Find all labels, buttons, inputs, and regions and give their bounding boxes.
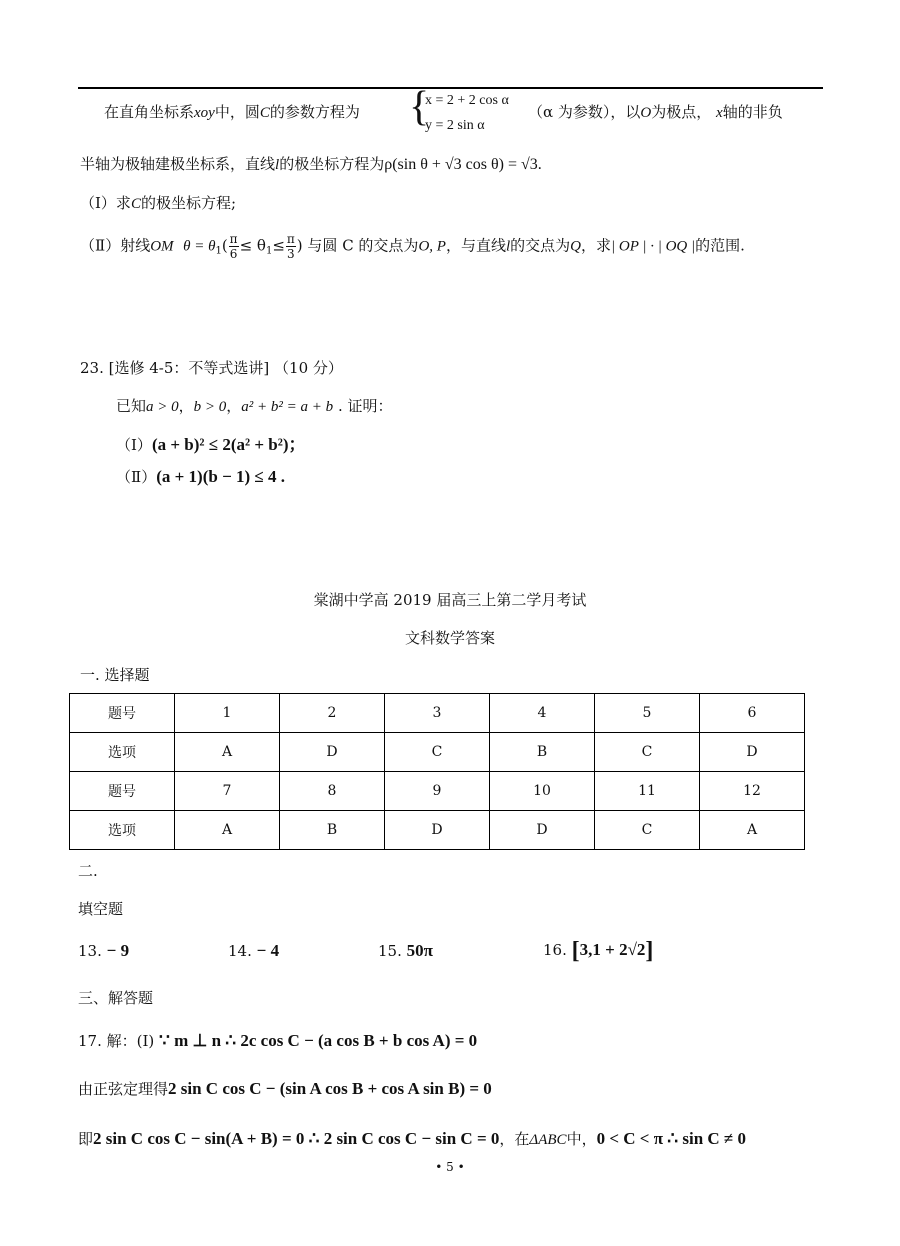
table-cell: 题号 — [70, 694, 175, 733]
q23-given: 已知a > 0，b > 0，a² + b² = a + b . 证明： — [116, 397, 393, 415]
q22-line1-left — [104, 101, 360, 122]
text: （Ⅱ） — [116, 468, 157, 486]
triangle-name: ΔABC — [529, 1132, 567, 1148]
table-cell: 2 — [280, 694, 385, 733]
math-expr: 2 sin C cos C − sin(A + B) = 0 ∴ 2 sin C cos C − sin C = 0 — [93, 1129, 500, 1148]
table-cell: 12 — [700, 772, 805, 811]
fill-16 — [543, 938, 653, 965]
q23-part1 — [116, 430, 306, 455]
numerator: π — [229, 232, 238, 246]
text: （Ⅰ） — [116, 436, 152, 454]
answer-title: 棠湖中学高 2019 届高三上第二学月考试 — [313, 591, 587, 609]
inequality-1: (a + b)² ≤ 2(a² + b²)； — [151, 435, 306, 454]
section-fill: 填空题 — [78, 900, 124, 918]
text: ，与直线 — [445, 236, 506, 255]
subscript: 1 — [215, 245, 222, 257]
denominator: 6 — [229, 247, 238, 261]
table-cell: A — [700, 811, 805, 850]
equation-x: x = 2 + 2 cos α — [425, 93, 509, 108]
answer-value: 50π — [406, 941, 433, 960]
fill-14 — [228, 941, 279, 961]
table-cell: C — [385, 733, 490, 772]
table-cell: 7 — [175, 772, 280, 811]
section-choice: 一. 选择题 — [80, 666, 150, 684]
table-cell: 6 — [700, 694, 805, 733]
text: . 证明： — [337, 397, 393, 415]
table-cell: 题号 — [70, 772, 175, 811]
q22-part2 — [80, 232, 745, 261]
q22-part1 — [80, 192, 236, 213]
var-c: C — [130, 196, 141, 212]
table-cell: 8 — [280, 772, 385, 811]
text: （Ⅰ）求 — [80, 194, 131, 212]
s17-line3 — [78, 1128, 746, 1149]
text: 14. — [228, 942, 252, 960]
answer-value: − 9 — [106, 941, 130, 960]
theta-expr: θ = θ — [183, 238, 216, 255]
table-cell: 11 — [595, 772, 700, 811]
var-xoy: xoy — [194, 105, 215, 121]
table-row — [70, 811, 805, 850]
table-cell: 5 — [595, 694, 700, 733]
top-rule — [78, 87, 823, 89]
table-cell: D — [280, 733, 385, 772]
polar-equation: ρ(sin θ + √3 cos θ) = √3. — [384, 156, 542, 173]
table-cell: C — [595, 811, 700, 850]
table-cell: 4 — [490, 694, 595, 733]
text: 即 — [78, 1130, 94, 1148]
text: 的极坐标方程为 — [279, 155, 385, 173]
q23-part2 — [116, 466, 285, 487]
denominator: 3 — [287, 247, 295, 261]
bracket-left: [ — [571, 938, 580, 964]
table-cell: 选项 — [70, 811, 175, 850]
table-cell: B — [490, 733, 595, 772]
text: ( — [221, 236, 228, 255]
text: ，求 — [580, 236, 611, 255]
var-om: OM — [150, 238, 174, 255]
table-cell: A — [175, 733, 280, 772]
text: 轴的非负 — [722, 103, 783, 121]
var-o: O — [640, 105, 652, 121]
text: 与圆 C 的交点为 — [307, 236, 419, 255]
table-cell: D — [490, 811, 595, 850]
table-cell: 9 — [385, 772, 490, 811]
var-l: l — [505, 238, 511, 255]
table-cell: D — [385, 811, 490, 850]
text: 的范围. — [695, 236, 745, 255]
text: 半轴为极轴建极坐标系，直线 — [80, 155, 276, 173]
table-cell: B — [280, 811, 385, 850]
product-expr: | OP | · | OQ | — [611, 238, 696, 255]
text: 的极坐标方程; — [140, 194, 237, 212]
text: 由正弦定理得 — [78, 1080, 169, 1098]
answer-value: − 4 — [256, 941, 280, 960]
fill-15 — [378, 941, 433, 961]
table-cell: 3 — [385, 694, 490, 733]
table-cell: 10 — [490, 772, 595, 811]
table-cell: A — [175, 811, 280, 850]
system-brace: { — [409, 84, 430, 130]
q22-line2 — [80, 153, 542, 174]
text: 15. — [378, 942, 402, 960]
var-c: C — [259, 105, 270, 121]
text: ) — [296, 236, 303, 255]
math-expr: ∵ m ⊥ n ∴ 2c cos C − (a cos B + b cos A) = 0 — [159, 1031, 478, 1050]
text: 17. 解：(Ⅰ) — [78, 1032, 155, 1050]
answer-value: 3,1 + 2√2 — [579, 940, 646, 959]
text: （α 为参数），以 — [528, 103, 641, 121]
var-x: x — [716, 105, 723, 121]
fraction-pi-3 — [286, 232, 296, 261]
fill-13 — [78, 941, 129, 961]
page-number: • 5 • — [435, 1160, 465, 1174]
cond-b: b > 0 — [193, 399, 227, 415]
text: 的参数方程为 — [269, 103, 360, 121]
table-cell: D — [700, 733, 805, 772]
q23-header: 23. [选修 4-5：不等式选讲] （10 分） — [80, 359, 343, 377]
answer-table — [69, 693, 805, 850]
equation-y: y = 2 sin α — [425, 118, 485, 133]
table-cell: 1 — [175, 694, 280, 733]
numerator: π — [286, 232, 295, 246]
text: 中， — [566, 1130, 597, 1148]
answer-subtitle: 文科数学答案 — [404, 629, 495, 647]
text: 13. — [78, 942, 102, 960]
text: 为极点， — [651, 103, 712, 121]
text: 中，圆 — [214, 103, 260, 121]
text: 的交点为 — [510, 236, 571, 255]
inequality-2: (a + 1)(b − 1) ≤ 4 . — [156, 467, 286, 486]
table-cell: C — [595, 733, 700, 772]
var-l: l — [275, 157, 280, 173]
table-row — [70, 694, 805, 733]
text: 已知 — [116, 397, 147, 415]
s17-line1 — [78, 1030, 477, 1051]
table-row — [70, 733, 805, 772]
math-expr: 2 sin C cos C − (sin A cos B + cos A sin B) = 0 — [168, 1079, 492, 1098]
text: 16. — [543, 941, 567, 959]
text: （Ⅱ）射线 — [80, 236, 151, 255]
var-op: O, P — [418, 238, 446, 255]
var-q: Q — [570, 238, 581, 255]
s17-line2 — [78, 1078, 492, 1099]
q22-line1-right — [528, 101, 783, 122]
table-row — [70, 772, 805, 811]
text: ≤ — [272, 236, 285, 255]
cond-eq: a² + b² = a + b — [241, 399, 334, 415]
table-cell: 选项 — [70, 733, 175, 772]
subscript: 1 — [265, 245, 273, 257]
text: ≤ θ — [239, 236, 266, 255]
text: 在直角坐标系 — [104, 103, 195, 121]
math-expr: 0 < C < π ∴ sin C ≠ 0 — [596, 1129, 747, 1148]
fraction-pi-6 — [229, 232, 239, 261]
cond-a: a > 0 — [146, 399, 179, 415]
section-solutions: 三、解答题 — [78, 989, 154, 1007]
section-fill-number: 二. — [78, 862, 98, 880]
bracket-right: ] — [645, 938, 654, 964]
text: ，在 — [499, 1130, 530, 1148]
